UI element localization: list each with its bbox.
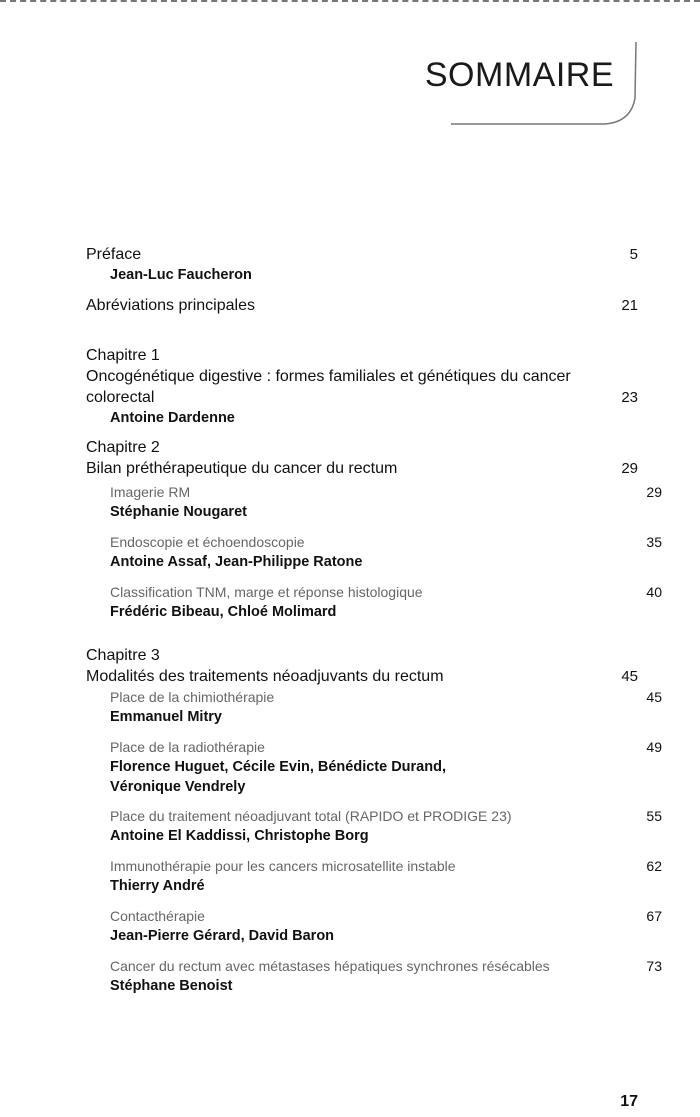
chapter-title-line2: colorectal: [86, 389, 155, 406]
chapter-page: 29: [621, 460, 638, 477]
page-number: 17: [620, 1093, 638, 1110]
chapter-page: 45: [621, 668, 638, 685]
section-title: Imagerie RM: [110, 484, 191, 500]
section-authors: Thierry André: [110, 878, 205, 894]
section-authors: Antoine Assaf, Jean-Philippe Ratone: [110, 554, 363, 570]
section-title: Endoscopie et échoendoscopie: [110, 534, 305, 550]
section-page: 49: [646, 739, 662, 755]
section-entry[interactable]: [86, 582, 662, 602]
section-entry[interactable]: [86, 956, 662, 976]
section-page: 67: [646, 908, 662, 924]
section-title: Place du traitement néoadjuvant total (RAPIDO et PRODIGE 23): [110, 808, 512, 824]
chapter-title-continued[interactable]: [86, 387, 638, 408]
chapter-title: Bilan préthérapeutique du cancer du rectum: [86, 460, 398, 477]
section-entry[interactable]: [86, 482, 662, 502]
section-authors: Stéphane Benoist: [110, 978, 233, 994]
chapter-title-row[interactable]: [86, 458, 638, 479]
section-page: 45: [646, 689, 662, 705]
section-authors: Stéphanie Nougaret: [110, 504, 247, 520]
section-title: Place de la radiothérapie: [110, 739, 265, 755]
section-authors: Antoine El Kaddissi, Christophe Borg: [110, 828, 369, 844]
chapter-page: 23: [621, 389, 638, 406]
section-page: 73: [646, 958, 662, 974]
chapter-label: Chapitre 2: [86, 439, 160, 456]
section-entry[interactable]: [86, 687, 662, 707]
section-authors-continued: Véronique Vendrely: [110, 779, 246, 795]
section-title: Contacthérapie: [110, 908, 205, 924]
section-entry[interactable]: [86, 806, 662, 826]
chapter-title: Modalités des traitements néoadjuvants du rectum: [86, 668, 444, 685]
section-entry[interactable]: [86, 906, 662, 926]
section-page: 29: [646, 484, 662, 500]
section-authors: Florence Huguet, Cécile Evin, Bénédicte Durand,: [110, 759, 446, 775]
section-authors: Jean-Pierre Gérard, David Baron: [110, 928, 335, 944]
toc-entry-title: Abréviations principales: [86, 297, 255, 314]
toc-entry-page: 5: [629, 246, 638, 263]
chapter-label: Chapitre 3: [86, 647, 160, 664]
toc-entry-abbreviations[interactable]: [86, 295, 638, 316]
chapter-label: Chapitre 1: [86, 347, 160, 364]
section-entry[interactable]: [86, 532, 662, 552]
toc-entry-preface[interactable]: [86, 244, 638, 265]
section-page: 35: [646, 534, 662, 550]
table-of-contents: [86, 244, 662, 996]
section-entry[interactable]: [86, 856, 662, 876]
title-underline-curve: [445, 40, 645, 130]
section-title: Immunothérapie pour les cancers microsatellite instable: [110, 858, 456, 874]
section-page: 40: [646, 584, 662, 600]
toc-entry-author: Jean-Luc Faucheron: [110, 267, 252, 283]
section-authors: Emmanuel Mitry: [110, 709, 222, 725]
chapter-title[interactable]: Oncogénétique digestive : formes familiales et génétiques du cancer: [86, 368, 571, 385]
section-entry[interactable]: [86, 737, 662, 757]
section-authors: Frédéric Bibeau, Chloé Molimard: [110, 604, 337, 620]
section-page: 55: [646, 808, 662, 824]
page-title: SOMMAIRE: [424, 56, 614, 94]
section-page: 62: [646, 858, 662, 874]
section-title: Classification TNM, marge et réponse histologique: [110, 584, 423, 600]
top-dashed-border: [0, 0, 700, 5]
section-title: Place de la chimiothérapie: [110, 689, 275, 705]
toc-entry-title: Préface: [86, 246, 142, 263]
chapter-author: Antoine Dardenne: [110, 410, 235, 426]
chapter-title-row[interactable]: [86, 666, 638, 687]
toc-entry-page: 21: [621, 297, 638, 314]
section-title: Cancer du rectum avec métastases hépatiques synchrones résécables: [110, 958, 550, 974]
